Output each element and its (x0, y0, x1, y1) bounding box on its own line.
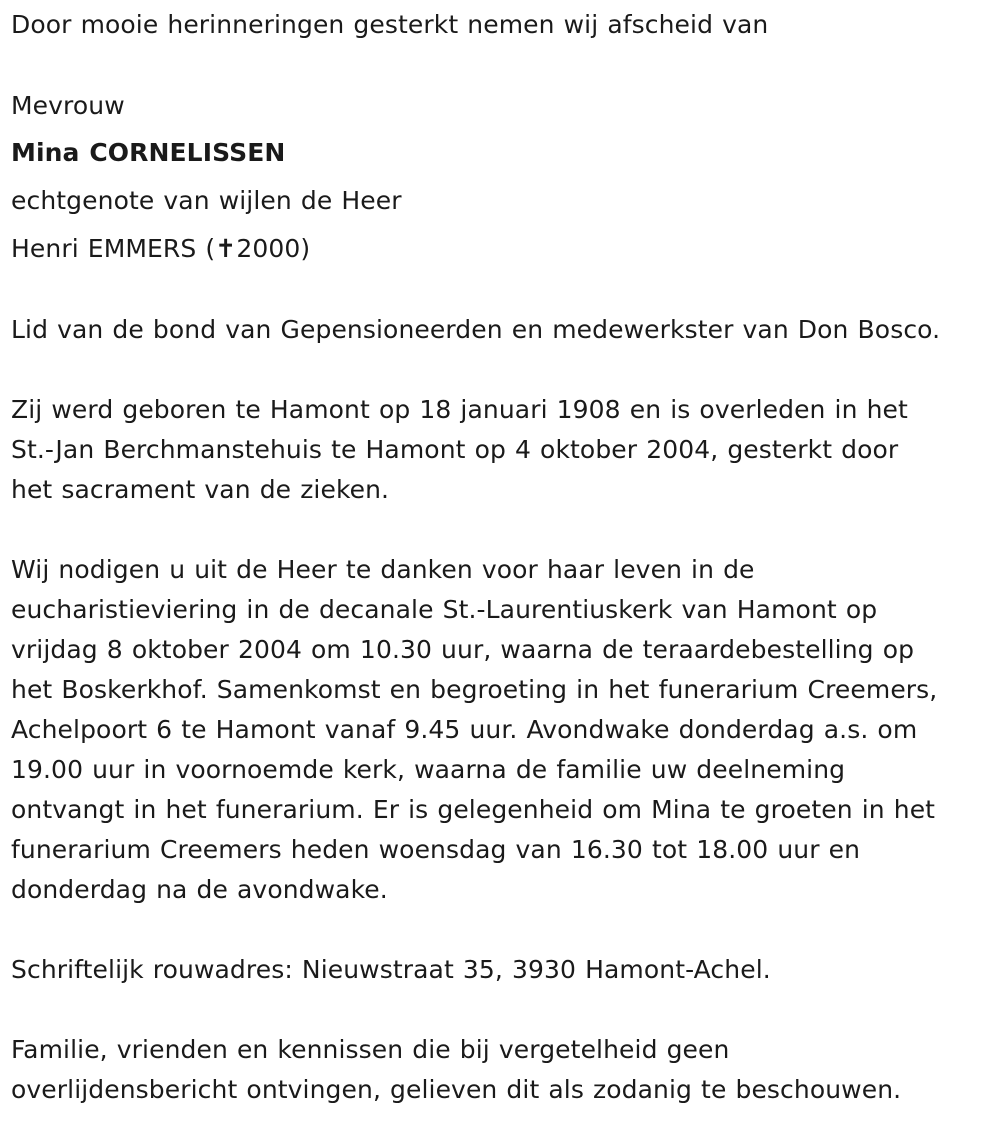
birth-death-line: St.-Jan Berchmanstehuis te Hamont op 4 oktober 2004, gesterkt door (11, 435, 899, 464)
closing-line: overlijdensbericht ontvingen, gelieven dit als zodanig te beschouwen. (11, 1075, 902, 1104)
intro-text: Door mooie herinneringen gesterkt nemen wij afscheid van (11, 10, 769, 39)
ceremony-line: ontvangt in het funerarium. Er is gelegenheid om Mina te groeten in het (11, 795, 936, 824)
ceremony-line: Achelpoort 6 te Hamont vanaf 9.45 uur. Avondwake donderdag a.s. om (11, 715, 918, 744)
ceremony-line: donderdag na de avondwake. (11, 875, 388, 904)
ceremony-line: 19.00 uur in voornoemde kerk, waarna de familie uw deelneming (11, 755, 846, 784)
address-text: Schriftelijk rouwadres: Nieuwstraat 35, 3930 Hamont-Achel. (11, 955, 771, 984)
cross-icon: ✝ (215, 234, 237, 263)
ceremony-line: vrijdag 8 oktober 2004 om 10.30 uur, waarna de teraardebestelling op (11, 635, 915, 664)
spouse-death-year: 2000) (236, 234, 311, 263)
deceased-name: Mina CORNELISSEN (11, 138, 286, 167)
salutation: Mevrouw (11, 91, 125, 120)
ceremony-line: funerarium Creemers heden woensdag van 16.30 tot 18.00 uur en (11, 835, 861, 864)
ceremony-line: Wij nodigen u uit de Heer te danken voor haar leven in de (11, 555, 755, 584)
spouse-name (11, 229, 310, 269)
closing-line: Familie, vrienden en kennissen die bij vergetelheid geen (11, 1035, 730, 1064)
ceremony-line: eucharistieviering in de decanale St.-Laurentiuskerk van Hamont op (11, 595, 878, 624)
membership-text: Lid van de bond van Gepensioneerden en medewerkster van Don Bosco. (11, 315, 941, 344)
ceremony-line: het Boskerkhof. Samenkomst en begroeting in het funerarium Creemers, (11, 675, 938, 704)
birth-death-line: Zij werd geboren te Hamont op 18 januari 1908 en is overleden in het (11, 395, 908, 424)
birth-death-line: het sacrament van de zieken. (11, 475, 390, 504)
spouse-name-text: Henri EMMERS ( (11, 234, 216, 263)
spouse-line: echtgenote van wijlen de Heer (11, 186, 402, 215)
